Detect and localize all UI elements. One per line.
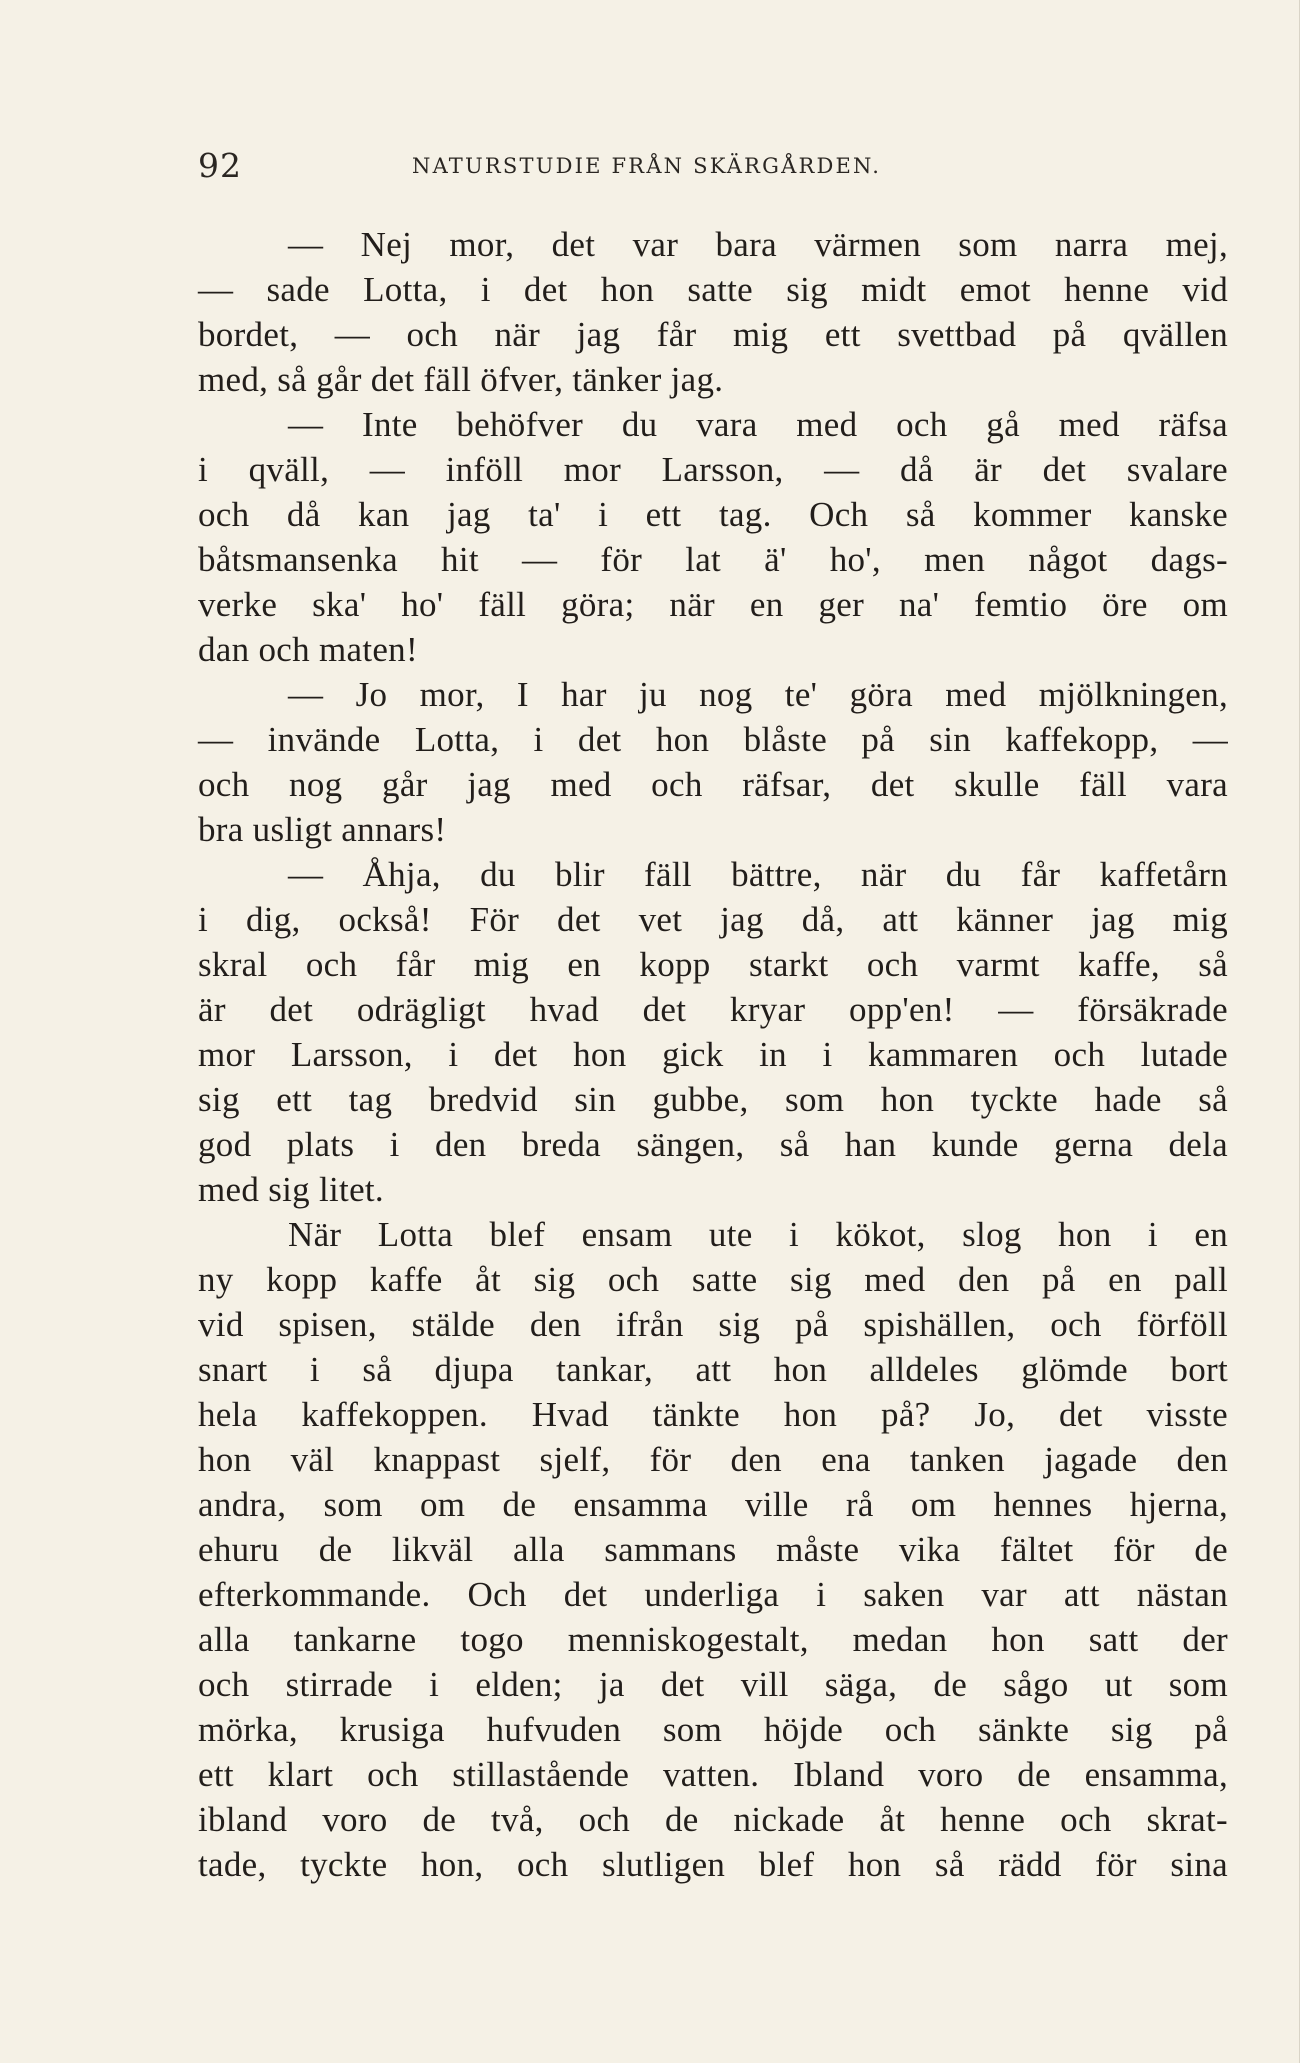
text-line: i qväll, — inföll mor Larsson, — då är det svalare <box>198 450 1228 489</box>
text-line: och nog går jag med och räfsar, det skulle fäll vara <box>198 765 1228 804</box>
running-head <box>198 146 1228 186</box>
text-line: — Inte behöfver du vara med och gå med räfsa <box>288 405 1228 444</box>
text-line: verke ska' ho' fäll göra; när en ger na' femtio öre om <box>198 585 1228 624</box>
text-line: bordet, — och när jag får mig ett svettbad på qvällen <box>198 315 1228 354</box>
text-line: skral och får mig en kopp starkt och varmt kaffe, så <box>198 945 1228 984</box>
text-line: båtsmansenka hit — för lat ä' ho', men något dags- <box>198 540 1228 579</box>
text-line: — Åhja, du blir fäll bättre, när du får kaffetårn <box>288 855 1228 894</box>
text-line: När Lotta blef ensam ute i kökot, slog hon i en <box>288 1215 1228 1254</box>
text-line: — invände Lotta, i det hon blåste på sin kaffekopp, — <box>198 720 1228 759</box>
text-line: hon väl knappast sjelf, för den ena tanken jagade den <box>198 1440 1228 1479</box>
text-line: i dig, också! För det vet jag då, att känner jag mig <box>198 900 1228 939</box>
text-line: tade, tyckte hon, och slutligen blef hon så rädd för sina <box>198 1845 1228 1884</box>
text-line: god plats i den breda sängen, så han kunde gerna dela <box>198 1125 1228 1164</box>
text-line: ehuru de likväl alla sammans måste vika fältet för de <box>198 1530 1228 1569</box>
text-line: ny kopp kaffe åt sig och satte sig med den på en pall <box>198 1260 1228 1299</box>
text-line: mörka, krusiga hufvuden som höjde och sänkte sig på <box>198 1710 1228 1749</box>
text-line: bra usligt annars! <box>198 810 447 849</box>
page-number: 92 <box>198 146 242 185</box>
text-line: med sig litet. <box>198 1170 384 1209</box>
text-line: med, så går det fäll öfver, tänker jag. <box>198 360 724 399</box>
text-line: — Jo mor, I har ju nog te' göra med mjölkningen, <box>288 675 1228 714</box>
text-line: och stirrade i elden; ja det vill säga, de sågo ut som <box>198 1665 1228 1704</box>
text-line: och då kan jag ta' i ett tag. Och så kommer kanske <box>198 495 1228 534</box>
text-line: hela kaffekoppen. Hvad tänkte hon på? Jo, det visste <box>198 1395 1228 1434</box>
text-line: vid spisen, stälde den ifrån sig på spishällen, och förföll <box>198 1305 1228 1344</box>
text-line: ett klart och stillastående vatten. Ibland voro de ensamma, <box>198 1755 1228 1794</box>
text-line: är det odrägligt hvad det kryar opp'en! — försäkrade <box>198 990 1228 1029</box>
text-line: andra, som om de ensamma ville rå om hennes hjerna, <box>198 1485 1228 1524</box>
text-line: mor Larsson, i det hon gick in i kammaren och lutade <box>198 1035 1228 1074</box>
text-line: — sade Lotta, i det hon satte sig midt emot henne vid <box>198 270 1228 309</box>
running-title: NATURSTUDIE FRÅN SKÄRGÅRDEN. <box>412 154 882 178</box>
text-line: alla tankarne togo menniskogestalt, medan hon satt der <box>198 1620 1228 1659</box>
text-line: efterkommande. Och det underliga i saken var att nästan <box>198 1575 1228 1614</box>
text-line: dan och maten! <box>198 630 418 669</box>
body-text <box>198 222 1228 1887</box>
text-line: snart i så djupa tankar, att hon alldeles glömde bort <box>198 1350 1228 1389</box>
text-line: ibland voro de två, och de nickade åt henne och skrat- <box>198 1800 1228 1839</box>
text-line: sig ett tag bredvid sin gubbe, som hon tyckte hade så <box>198 1080 1228 1119</box>
text-line: — Nej mor, det var bara värmen som narra mej, <box>288 225 1228 264</box>
